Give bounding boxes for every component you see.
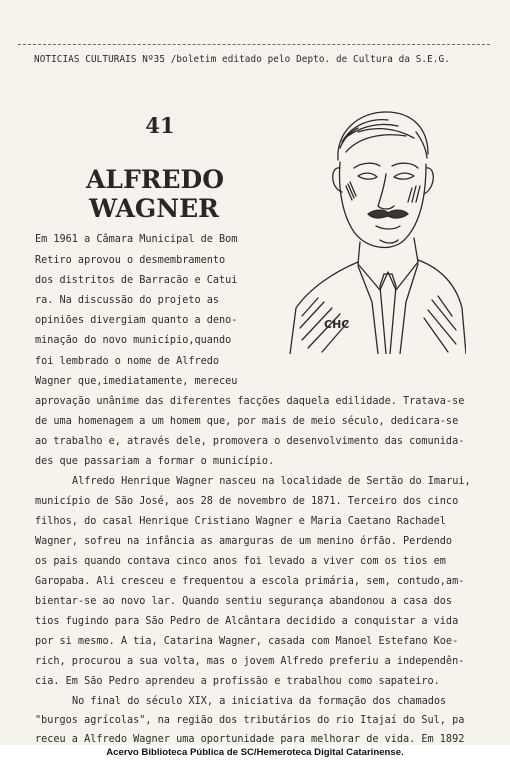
body-line: Garopaba. Ali cresceu e frequentou a escola primária, sem, contudo,am- (35, 576, 465, 587)
article-number: 41 (145, 113, 175, 138)
title-line-2: WAGNER (89, 194, 219, 223)
body-line: bientar-se ao novo lar. Quando sentiu segurança abandonou a casa dos (35, 596, 453, 607)
body-line: tios fugindo para São Pedro de Alcântara decidido a conquistar a vida (35, 616, 459, 627)
body-line: ra. Na discussão do projeto as (35, 295, 220, 306)
body-line: Wagner que,imediatamente, mereceu (35, 376, 238, 387)
body-line: No final do século XIX, a iniciativa da formação dos chamados (72, 696, 447, 707)
body-line: des que passariam a formar o município. (35, 456, 275, 467)
body-line: ao trabalho e, através dele, promovera o desenvolvimento das comunida- (35, 436, 465, 447)
body-line: "burgos agrícolas", na região dos tributários do rio Itajaí do Sul, pa (35, 715, 465, 726)
body-line: cia. Em São Pedro aprendeu a profissão e trabalhou como sapateiro. (35, 676, 440, 687)
article-title (86, 165, 225, 223)
body-line: receu a Alfredo Wagner uma oportunidade para melhorar de vida. Em 1892 (35, 734, 465, 745)
bulletin-header: NOTICIAS CULTURAIS Nº35 /boletim editado pelo Depto. de Cultura da S.E.G. (34, 54, 450, 65)
body-line: município de São José, aos 28 de novembro de 1871. Terceiro dos cinco (35, 496, 459, 507)
body-line: de uma homenagem a um homem que, por mais de meio século, dedicara-se (35, 416, 459, 427)
body-line: foi lembrado o nome de Alfredo (35, 356, 220, 367)
body-line: filhos, do casal Henrique Cristiano Wagner e Maria Caetano Rachadel (35, 516, 446, 527)
body-line: Wagner, sofreu na infância as amarguras de um menino órfão. Perdendo (35, 536, 453, 547)
archive-credit: Acervo Biblioteca Pública de SC/Hemeroteca Digital Catarinense. (106, 747, 404, 758)
body-line: por si mesmo. A tia, Catarina Wagner, casada com Manoel Estefano Koe- (35, 636, 459, 647)
body-line: dos distritos de Barracão e Catui (35, 275, 238, 286)
body-line: minação do novo município,quando (35, 335, 232, 346)
header-rule (18, 44, 490, 45)
body-line: Alfredo Henrique Wagner nasceu na localidade de Sertão do Imarui, (72, 476, 471, 487)
body-line: Em 1961 a Câmara Municipal de Bom (35, 234, 238, 245)
portrait-illustration (288, 102, 466, 354)
body-line: Retiro aprovou o desmembramento (35, 255, 226, 266)
body-line: opiniões divergiam quanto a deno- (35, 315, 238, 326)
body-line: os pais quando contava cinco anos foi levado a viver com os tios em (35, 556, 446, 567)
body-line: aprovação unânime das diferentes facções daquela edilidade. Tratava-se (35, 396, 465, 407)
portrait-signature: CHC (324, 318, 350, 331)
title-line-1: ALFREDO (86, 165, 225, 194)
body-line: rich, procurou a sua volta, mas o jovem Alfredo preferiu a independên- (35, 656, 465, 667)
